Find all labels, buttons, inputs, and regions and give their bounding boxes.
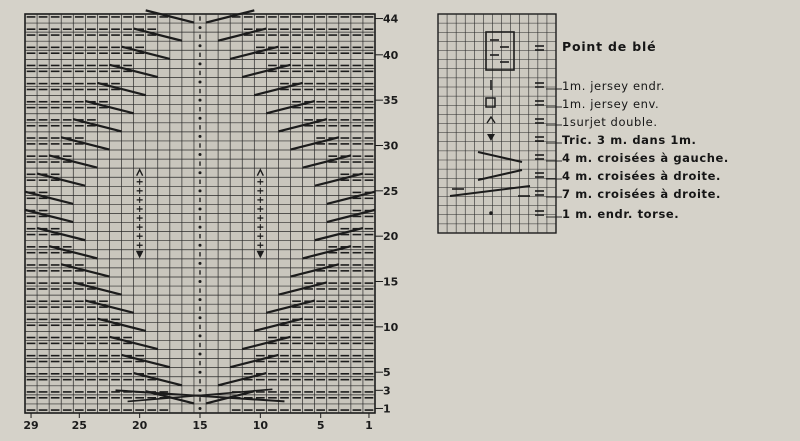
column-label: 29 xyxy=(23,419,39,432)
twisted-stitch-dot xyxy=(199,407,202,410)
column-label: 25 xyxy=(71,419,87,432)
row-label: 15 xyxy=(383,275,399,289)
twisted-stitch-dot xyxy=(199,244,202,247)
row-label: 40 xyxy=(383,48,399,62)
twisted-stitch-dot xyxy=(199,298,202,301)
legend-item-tric-3-dans-1: Tric. 3 m. dans 1m. xyxy=(562,133,697,147)
twisted-stitch-dot xyxy=(199,207,202,210)
column-label: 5 xyxy=(316,419,325,432)
twisted-stitch-dot xyxy=(199,371,202,374)
row-label: 5 xyxy=(383,366,391,380)
twisted-stitch-dot xyxy=(199,226,202,229)
row-label: 10 xyxy=(383,320,399,334)
twisted-stitch-dot xyxy=(199,353,202,356)
legend-item-croisees-droite: 4 m. croisées à droite. xyxy=(562,169,721,183)
twisted-stitch-dot xyxy=(199,26,202,29)
row-label: 20 xyxy=(383,230,399,244)
column-number-labels xyxy=(23,413,372,432)
twisted-stitch-dot xyxy=(199,99,202,102)
column-label: 1 xyxy=(365,419,373,432)
row-label: 44 xyxy=(383,12,399,26)
twisted-stitch-dot xyxy=(199,44,202,47)
twisted-stitch-dot xyxy=(199,171,202,174)
column-label: 10 xyxy=(252,419,269,432)
twisted-stitch-dot xyxy=(199,189,202,192)
row-label: 3 xyxy=(383,384,391,398)
twisted-stitch-dot xyxy=(199,280,202,283)
twisted-stitch-dot xyxy=(199,62,202,65)
legend-item-jersey-endroit: 1m. jersey endr. xyxy=(562,79,665,93)
twisted-stitch-dot xyxy=(199,316,202,319)
twisted-stitch-dot xyxy=(199,334,202,337)
row-label: 25 xyxy=(383,184,399,198)
column-label: 20 xyxy=(131,419,148,432)
row-label: 1 xyxy=(383,402,391,416)
twisted-stitch-dot xyxy=(199,389,202,392)
legend-item-surjet-double: 1surjet double. xyxy=(562,115,658,129)
twisted-stitch-dot xyxy=(199,135,202,138)
twisted-stitch-dot xyxy=(199,262,202,265)
row-number-labels xyxy=(375,13,399,416)
legend-title: Point de blé xyxy=(562,39,657,54)
legend-item-endroit-torse: 1 m. endr. torse. xyxy=(562,207,680,221)
twisted-stitch-dot xyxy=(199,81,202,84)
twisted-stitch-dot xyxy=(199,153,202,156)
legend-item-jersey-envers: 1m. jersey env. xyxy=(562,97,660,111)
twisted-stitch-dot xyxy=(199,117,202,120)
legend-item-7-croisees-droite: 7 m. croisées à droite. xyxy=(562,187,721,201)
row-label: 30 xyxy=(383,139,399,153)
legend-item-croisees-gauche: 4 m. croisées à gauche. xyxy=(562,151,729,165)
endroit-torse-symbol xyxy=(489,211,493,215)
column-label: 15 xyxy=(192,419,208,432)
row-label: 35 xyxy=(383,94,399,108)
